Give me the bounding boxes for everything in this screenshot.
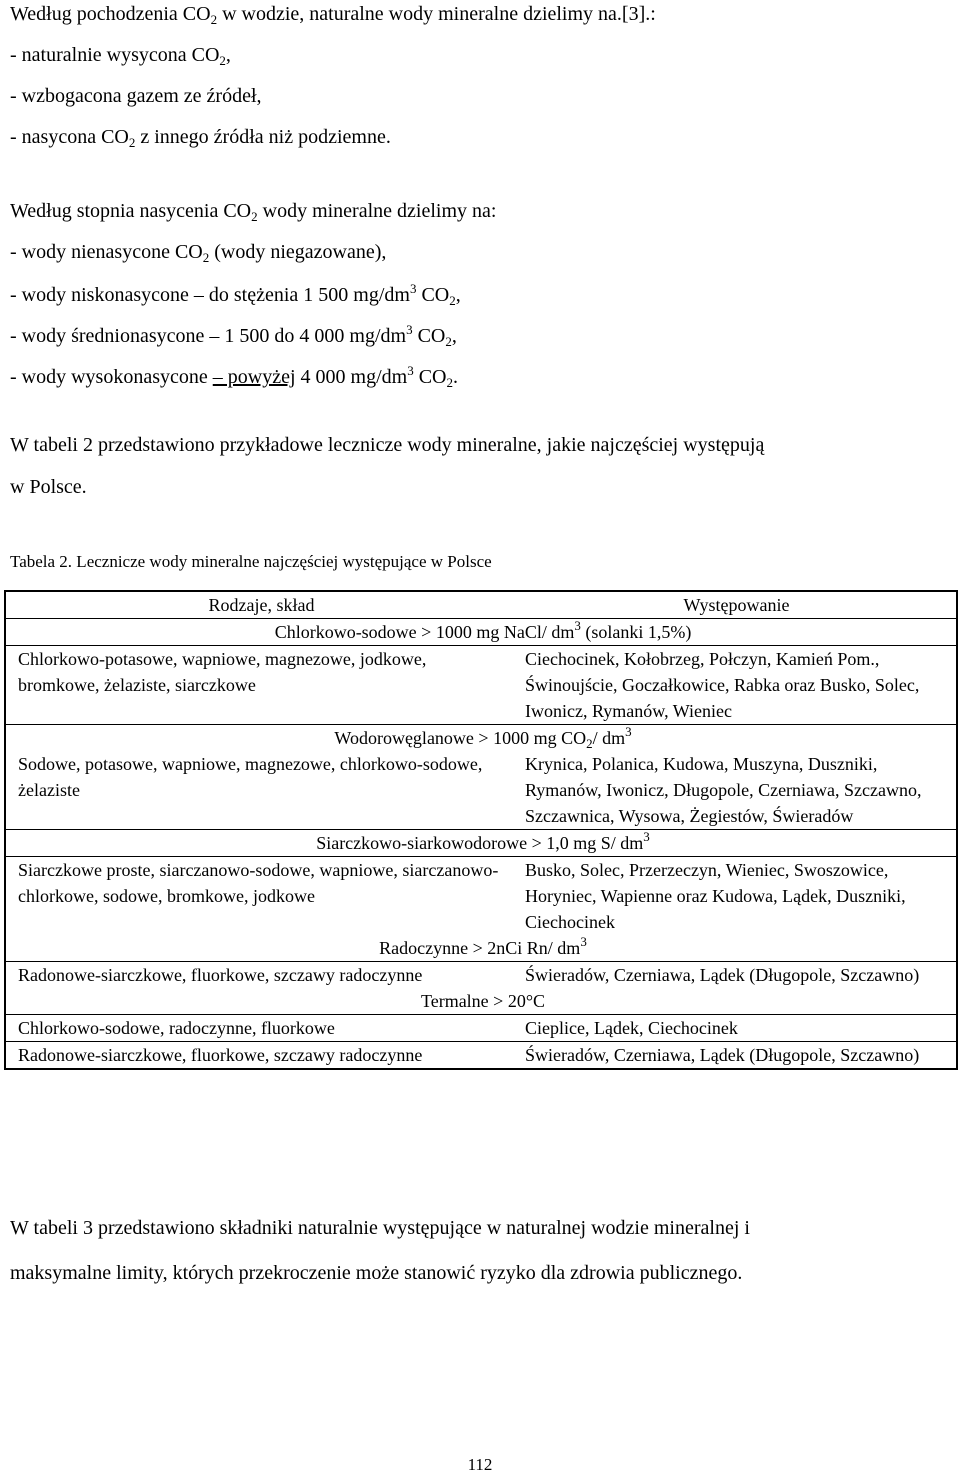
- types-cell: Sodowe, potasowe, wapniowe, magnezowe, chlorkowo-sodowe, żelaziste: [18, 754, 483, 800]
- mineral-waters-table: [4, 590, 958, 1070]
- group-heading-row: [5, 619, 957, 646]
- paragraph-2-line-2: maksymalne limity, których przekroczenie może stanowić ryzyko dla zdrowia publicznego.: [10, 1262, 743, 1284]
- group-heading-thermal: Termalne > 20°C: [420, 991, 546, 1011]
- table-row: [5, 962, 957, 989]
- paragraph-2-line-1: W tabeli 3 przedstawiono składniki naturalnie występujące w naturalnej wodzie mineralnej i: [10, 1217, 750, 1239]
- group-heading-bicarbonate: Wodorowęglanowe > 1000 mg $CO_2/$ $dm^3$: [5, 725, 957, 752]
- occurrence-cell: Krynica, Polanica, Kudowa, Muszyna, Duszniki, Rymanów, Iwonicz, Długopole, Czerniawa, Szczawno, Szczawnica, Wysowa, Żegiestów, Świeradów: [525, 754, 922, 826]
- table-caption: Tabela 2. Lecznicze wody mineralne najczęściej występujące w Polsce: [10, 552, 492, 571]
- intro-line-4: - nasycona $CO_2$ z innego źródła niż podziemne.: [10, 126, 391, 150]
- types-cell: Radonowe-siarczkowe, fluorkowe, szczawy radoczynne: [5, 962, 513, 989]
- saturation-line-3: - wody niskonasycone – do stężenia 1 500 $mg/dm^3$ $CO_2$,: [10, 281, 461, 308]
- intro-line-2: - naturalnie wysycona $CO_2$,: [10, 44, 231, 68]
- group-heading-row: [5, 988, 957, 1015]
- group-heading-sulfide: Siarczkowo-siarkowodorowe > 1,0 mg S/ $dm^3$: [5, 830, 957, 857]
- types-cell: Siarczkowe proste, siarczanowo-sodowe, wapniowe, siarczanowo-chlorkowe, sodowe, bromkowe, jodkowe: [5, 857, 513, 936]
- saturation-line-2: - wody nienasycone $CO_2$ (wody niegazowane),: [10, 241, 387, 265]
- table-row: [5, 646, 957, 725]
- occurrence-cell: Świeradów, Czerniawa, Lądek (Długopole, Szczawno): [513, 1042, 957, 1070]
- header-cell-types: Rodzaje, skład: [5, 591, 513, 619]
- occurrence-cell: Busko, Solec, Przerzeczyn, Wieniec, Swoszowice, Horyniec, Wapienne oraz Kudowa, Lądek, Duszniki, Ciechocinek: [513, 857, 957, 936]
- group-heading-radon: Radoczynne > 2nCi Rn/ $dm^3$: [379, 934, 587, 958]
- occurrence-cell: Świeradów, Czerniawa, Lądek (Długopole, Szczawno): [513, 962, 957, 989]
- intro-line-1: Według pochodzenia $CO_2$ w wodzie, naturalne wody mineralne dzielimy na.[3].:: [10, 3, 656, 27]
- occurrence-cell: Ciechocinek, Kołobrzeg, Połczyn, Kamień Pom., Świnoujście, Goczałkowice, Rabka oraz Busko, Solec, Iwonicz, Rymanów, Wieniec: [513, 646, 957, 725]
- group-heading-row: [5, 935, 957, 962]
- paragraph-1-line-1: W tabeli 2 przedstawiono przykładowe lecznicze wody mineralne, jakie najczęściej występują: [10, 434, 765, 456]
- types-cell: Radonowe-siarczkowe, fluorkowe, szczawy radoczynne: [5, 1042, 513, 1070]
- group-heading-row: [5, 725, 957, 752]
- paragraph-1-line-2: w Polsce.: [10, 476, 87, 498]
- group-heading-chloride-sodium: Chlorkowo-sodowe > 1000 mg NaCl/ $dm^3$ (solanki 1,5%): [274, 618, 692, 642]
- saturation-line-5: - wody wysokonasycone – powyżej 4 000 $mg/dm^3$ $CO_2$.: [10, 363, 458, 390]
- types-cell: Chlorkowo-sodowe, radoczynne, fluorkowe: [5, 1015, 513, 1042]
- table-header-row: [5, 591, 957, 619]
- saturation-line-4: - wody średnionasycone – 1 500 do 4 000 $mg/dm^3$ $CO_2$,: [10, 322, 457, 349]
- table-row: [5, 1042, 957, 1070]
- saturation-line-1: Według stopnia nasycenia $CO_2$ wody mineralne dzielimy na:: [10, 200, 497, 224]
- table-row: [5, 857, 957, 936]
- header-cell-occurrence: Występowanie: [513, 591, 957, 619]
- table-row: [5, 1015, 957, 1042]
- group-heading-row: [5, 830, 957, 857]
- page-number: 112: [467, 1455, 493, 1474]
- intro-line-3: - wzbogacona gazem ze źródeł,: [10, 85, 262, 107]
- occurrence-cell: Cieplice, Lądek, Ciechocinek: [513, 1015, 957, 1042]
- types-cell: Chlorkowo-potasowe, wapniowe, magnezowe, jodkowe, bromkowe, żelaziste, siarczkowe: [5, 646, 513, 725]
- table-row: [5, 751, 957, 830]
